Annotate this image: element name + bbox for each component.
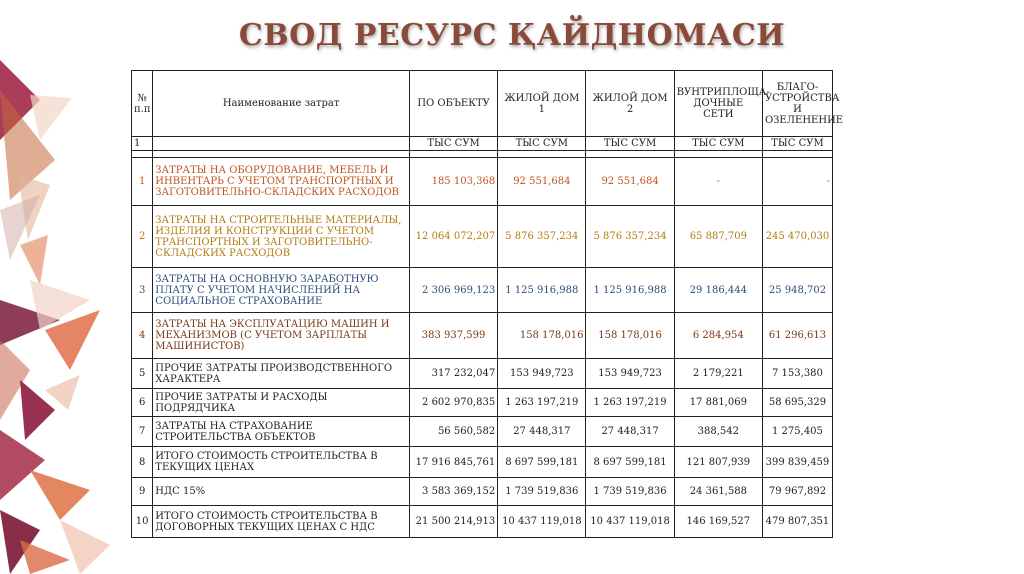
cell-house2: 153 949,723 xyxy=(586,359,674,389)
row-name: НДС 15% xyxy=(153,478,410,506)
cell-by-object: 383 937,599 xyxy=(409,313,497,359)
cell-house2: 5 876 357,234 xyxy=(586,206,674,268)
table-row xyxy=(132,417,833,447)
cell-landscaping: - xyxy=(762,158,832,206)
row-name: ЗАТРАТЫ НА ОБОРУДОВАНИЕ, МЕБЕЛЬ И ИНВЕНТАРЬ С УЧЕТОМ ТРАНСПОРТНЫХ И ЗАГОТОВИТЕЛЬНО-СКЛАДСКИХ РАСХОДОВ xyxy=(153,158,410,206)
row-num: 8 xyxy=(132,447,153,478)
cell-by-object: 21 500 214,913 xyxy=(409,506,497,538)
header-networks: ВУНТРИПЛОЩА-ДОЧНЫЕ СЕТИ xyxy=(674,71,762,137)
cell-by-object: 317 232,047 xyxy=(409,359,497,389)
table-row xyxy=(132,158,833,206)
row-num: 5 xyxy=(132,359,153,389)
row-name: ИТОГО СТОИМОСТЬ СТРОИТЕЛЬСТВА В ТЕКУЩИХ ЦЕНАХ xyxy=(153,447,410,478)
resource-summary-table xyxy=(131,70,844,538)
cell-house2: 1 125 916,988 xyxy=(586,268,674,313)
cell-house2: 27 448,317 xyxy=(586,417,674,447)
row-name: ПРОЧИЕ ЗАТРАТЫ ПРОИЗВОДСТВЕННОГО ХАРАКТЕРА xyxy=(153,359,410,389)
table-row xyxy=(132,359,833,389)
cell-by-object: 185 103,368 xyxy=(409,158,497,206)
cell-house2: 1 739 519,836 xyxy=(586,478,674,506)
header-house1: ЖИЛОЙ ДОМ 1 xyxy=(498,71,586,137)
row-name: ЗАТРАТЫ НА СТРАХОВАНИЕ СТРОИТЕЛЬСТВА ОБЪЕКТОВ xyxy=(153,417,410,447)
header-house2: ЖИЛОЙ ДОМ 2 xyxy=(586,71,674,137)
cell-networks: 6 284,954 xyxy=(674,313,762,359)
row-name: ЗАТРАТЫ НА ЭКСПЛУАТАЦИЮ МАШИН И МЕХАНИЗМОВ (С УЧЕТОМ ЗАРПЛАТЫ МАШИНИСТОВ) xyxy=(153,313,410,359)
table-row xyxy=(132,206,833,268)
cell-networks: 29 186,444 xyxy=(674,268,762,313)
row-name: ЗАТРАТЫ НА СТРОИТЕЛЬНЫЕ МАТЕРИАЛЫ, ИЗДЕЛИЯ И КОНСТРУКЦИИ С УЧЕТОМ ТРАНСПОРТНЫХ И ЗАГОТОВИТЕЛЬНО-СКЛАДСКИХ РАСХОДОВ xyxy=(153,206,410,268)
unit-label: ТЫС СУМ xyxy=(409,137,497,151)
cell-by-object: 56 560,582 xyxy=(409,417,497,447)
cell-house1: 1 739 519,836 xyxy=(498,478,586,506)
cell-house2: 1 263 197,219 xyxy=(586,389,674,417)
table-row xyxy=(132,506,833,538)
row-num: 1 xyxy=(132,158,153,206)
row-name: ЗАТРАТЫ НА ОСНОВНУЮ ЗАРАБОТНУЮ ПЛАТУ С УЧЕТОМ НАЧИСЛЕНИЙ НА СОЦИАЛЬНОЕ СТРАХОВАНИЕ xyxy=(153,268,410,313)
cell-by-object: 12 064 072,207 xyxy=(409,206,497,268)
cell-landscaping: 399 839,459 xyxy=(762,447,832,478)
row-name: ИТОГО СТОИМОСТЬ СТРОИТЕЛЬСТВА В ДОГОВОРНЫХ ТЕКУЩИХ ЦЕНАХ С НДС xyxy=(153,506,410,538)
cell-house1: 92 551,684 xyxy=(498,158,586,206)
cell-house1: 5 876 357,234 xyxy=(498,206,586,268)
cell-networks: 146 169,527 xyxy=(674,506,762,538)
cell-networks: 2 179,221 xyxy=(674,359,762,389)
decorative-triangles xyxy=(0,0,130,574)
table-row xyxy=(132,313,833,359)
cell-landscaping: 58 695,329 xyxy=(762,389,832,417)
page-title: СВОД РЕСУРС ҚАЙДНОМАСИ xyxy=(238,18,786,53)
cell-networks: 65 887,709 xyxy=(674,206,762,268)
cell-landscaping: 61 296,613 xyxy=(762,313,832,359)
cell-landscaping: 79 967,892 xyxy=(762,478,832,506)
unit-label: ТЫС СУМ xyxy=(762,137,832,151)
row-num: 9 xyxy=(132,478,153,506)
cell-by-object: 17 916 845,761 xyxy=(409,447,497,478)
cell-by-object: 3 583 369,152 xyxy=(409,478,497,506)
cell-house1: 10 437 119,018 xyxy=(498,506,586,538)
units-num: 1 xyxy=(132,137,153,151)
cell-networks: - xyxy=(674,158,762,206)
cell-house1: 1 263 197,219 xyxy=(498,389,586,417)
cell-networks: 388,542 xyxy=(674,417,762,447)
cell-by-object: 2 602 970,835 xyxy=(409,389,497,417)
table-row xyxy=(132,478,833,506)
header-num: № п.п xyxy=(132,71,153,137)
cell-house1: 1 125 916,988 xyxy=(498,268,586,313)
row-name: ПРОЧИЕ ЗАТРАТЫ И РАСХОДЫ ПОДРЯДЧИКА xyxy=(153,389,410,417)
row-num: 10 xyxy=(132,506,153,538)
row-num: 2 xyxy=(132,206,153,268)
cell-networks: 24 361,588 xyxy=(674,478,762,506)
cell-landscaping: 479 807,351 xyxy=(762,506,832,538)
cell-house2: 10 437 119,018 xyxy=(586,506,674,538)
row-num: 6 xyxy=(132,389,153,417)
cell-landscaping: 7 153,380 xyxy=(762,359,832,389)
cell-landscaping: 245 470,030 xyxy=(762,206,832,268)
cell-landscaping: 1 275,405 xyxy=(762,417,832,447)
header-name: Наименование затрат xyxy=(153,71,410,137)
row-num: 4 xyxy=(132,313,153,359)
cell-house2: 8 697 599,181 xyxy=(586,447,674,478)
table-row xyxy=(132,268,833,313)
row-num: 3 xyxy=(132,268,153,313)
cell-by-object: 2 306 969,123 xyxy=(409,268,497,313)
table-row xyxy=(132,389,833,417)
cell-networks: 17 881,069 xyxy=(674,389,762,417)
cell-house2: 158 178,016 xyxy=(586,313,674,359)
cell-house1: 158 178,016 xyxy=(498,313,586,359)
header-by-object: ПО ОБЪЕКТУ xyxy=(409,71,497,137)
cell-house1: 8 697 599,181 xyxy=(498,447,586,478)
cell-house2: 92 551,684 xyxy=(586,158,674,206)
units-row xyxy=(132,137,833,151)
unit-label: ТЫС СУМ xyxy=(498,137,586,151)
cell-landscaping: 25 948,702 xyxy=(762,268,832,313)
cell-networks: 121 807,939 xyxy=(674,447,762,478)
unit-label: ТЫС СУМ xyxy=(674,137,762,151)
header-landscaping: БЛАГО-УСТРОЙСТВА И ОЗЕЛЕНЕНИЕ xyxy=(762,71,832,137)
cell-house1: 153 949,723 xyxy=(498,359,586,389)
row-num: 7 xyxy=(132,417,153,447)
units-empty xyxy=(153,137,410,151)
cell-house1: 27 448,317 xyxy=(498,417,586,447)
unit-label: ТЫС СУМ xyxy=(586,137,674,151)
spacer-row xyxy=(132,151,833,158)
table-row xyxy=(132,447,833,478)
table-header-row xyxy=(132,71,833,137)
